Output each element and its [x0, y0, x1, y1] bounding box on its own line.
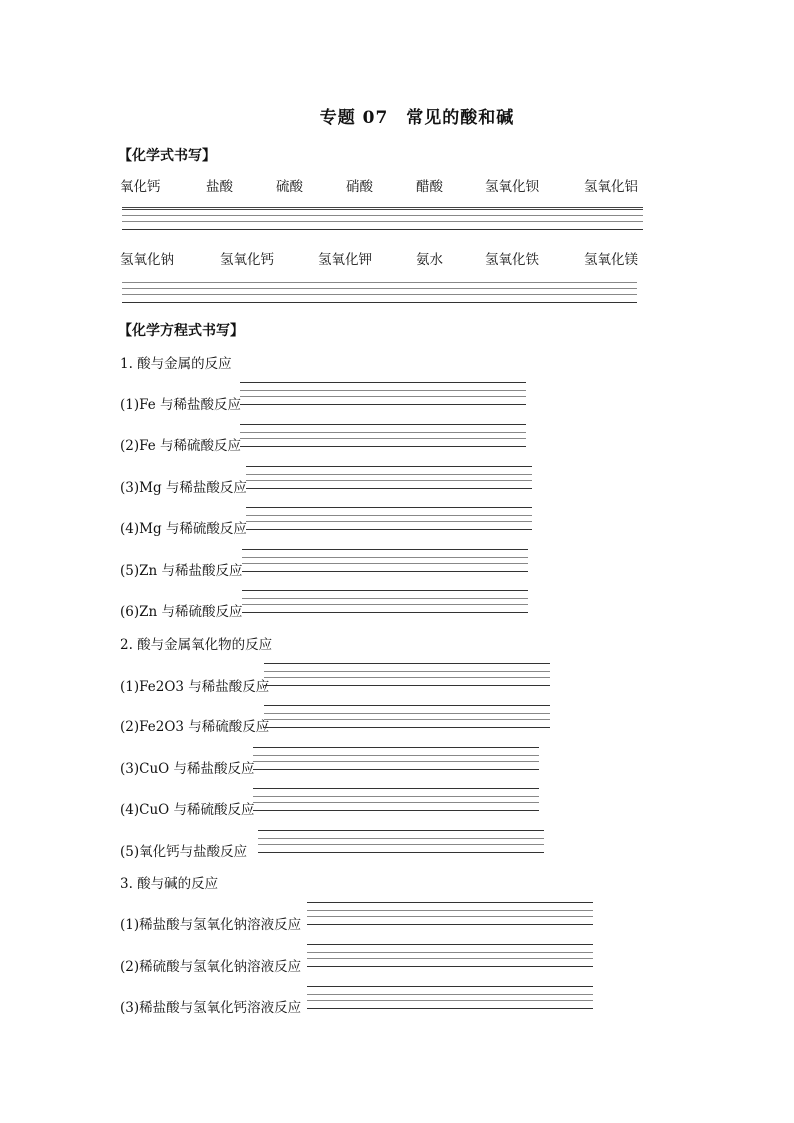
- formula-label: 氢氧化钙: [220, 252, 274, 268]
- answer-line[interactable]: [307, 916, 593, 917]
- answer-line[interactable]: [258, 838, 544, 839]
- answer-line[interactable]: [242, 598, 528, 599]
- equation-section-heading: 【化学方程式书写】: [118, 323, 244, 339]
- answer-line[interactable]: [122, 282, 637, 283]
- answer-line[interactable]: [122, 221, 643, 222]
- answer-line[interactable]: [242, 612, 528, 613]
- answer-line[interactable]: [122, 229, 643, 230]
- formula-label: 氢氧化钠: [120, 252, 174, 268]
- answer-line[interactable]: [242, 604, 528, 605]
- answer-line[interactable]: [253, 761, 539, 762]
- answer-line[interactable]: [242, 549, 528, 550]
- answer-line[interactable]: [264, 705, 550, 706]
- answer-line[interactable]: [264, 713, 550, 714]
- answer-line[interactable]: [307, 994, 593, 995]
- formula-label: 氢氧化钡: [485, 179, 539, 195]
- answer-line[interactable]: [240, 424, 526, 425]
- formula-label: 氧化钙: [120, 179, 161, 195]
- formula-label: 氢氧化铁: [485, 252, 539, 268]
- formula-label: 氢氧化钾: [318, 252, 372, 268]
- formula-label: 硫酸: [276, 179, 303, 195]
- answer-line[interactable]: [264, 677, 550, 678]
- answer-line[interactable]: [242, 557, 528, 558]
- equation-item: (4)CuO 与稀硫酸反应: [120, 802, 255, 818]
- answer-line[interactable]: [264, 685, 550, 686]
- answer-line[interactable]: [253, 796, 539, 797]
- formula-label: 醋酸: [416, 179, 443, 195]
- answer-line[interactable]: [246, 507, 532, 508]
- answer-line[interactable]: [307, 1000, 593, 1001]
- answer-line[interactable]: [253, 802, 539, 803]
- equation-item: (6)Zn 与稀硫酸反应: [120, 604, 243, 620]
- answer-line[interactable]: [242, 590, 528, 591]
- page-title: 专题 07 常见的酸和碱: [319, 108, 515, 128]
- equation-item: (1)稀盐酸与氢氧化钠溶液反应: [120, 917, 302, 933]
- equation-item: (3)Mg 与稀盐酸反应: [120, 480, 247, 496]
- answer-line[interactable]: [240, 432, 526, 433]
- answer-line[interactable]: [253, 769, 539, 770]
- answer-line[interactable]: [253, 755, 539, 756]
- answer-line[interactable]: [253, 788, 539, 789]
- answer-line[interactable]: [264, 671, 550, 672]
- answer-line[interactable]: [307, 952, 593, 953]
- equation-item: (2)Fe 与稀硫酸反应: [120, 438, 242, 454]
- answer-line[interactable]: [264, 727, 550, 728]
- answer-line[interactable]: [122, 215, 643, 216]
- answer-line[interactable]: [122, 294, 637, 295]
- answer-line[interactable]: [240, 438, 526, 439]
- answer-line[interactable]: [253, 747, 539, 748]
- answer-line[interactable]: [307, 910, 593, 911]
- answer-line[interactable]: [307, 944, 593, 945]
- answer-line[interactable]: [258, 830, 544, 831]
- answer-line[interactable]: [307, 966, 593, 967]
- answer-line[interactable]: [240, 396, 526, 397]
- answer-line[interactable]: [122, 302, 637, 303]
- formula-label: 氨水: [416, 252, 443, 268]
- answer-line[interactable]: [264, 719, 550, 720]
- answer-line[interactable]: [307, 902, 593, 903]
- answer-line[interactable]: [246, 488, 532, 489]
- equation-item: (3)稀盐酸与氢氧化钙溶液反应: [120, 1000, 302, 1016]
- formula-label: 盐酸: [206, 179, 233, 195]
- answer-line[interactable]: [122, 207, 643, 210]
- answer-line[interactable]: [122, 288, 637, 289]
- answer-line[interactable]: [307, 1008, 593, 1009]
- group-heading: 2. 酸与金属氧化物的反应: [120, 637, 273, 653]
- answer-line[interactable]: [246, 466, 532, 467]
- answer-line[interactable]: [242, 571, 528, 572]
- answer-line[interactable]: [307, 958, 593, 959]
- group-heading: 3. 酸与碱的反应: [120, 876, 219, 892]
- answer-line[interactable]: [246, 515, 532, 516]
- equation-item: (1)Fe 与稀盐酸反应: [120, 397, 242, 413]
- answer-line[interactable]: [246, 521, 532, 522]
- formula-label: 氢氧化铝: [584, 179, 638, 195]
- answer-line[interactable]: [242, 563, 528, 564]
- answer-line[interactable]: [253, 810, 539, 811]
- equation-item: (5)氧化钙与盐酸反应: [120, 844, 248, 860]
- answer-line[interactable]: [307, 986, 593, 987]
- answer-line[interactable]: [246, 529, 532, 530]
- formula-label: 氢氧化镁: [584, 252, 638, 268]
- answer-line[interactable]: [240, 390, 526, 391]
- answer-line[interactable]: [246, 480, 532, 481]
- equation-item: (5)Zn 与稀盐酸反应: [120, 563, 243, 579]
- answer-line[interactable]: [307, 924, 593, 925]
- formula-section-heading: 【化学式书写】: [118, 148, 216, 164]
- equation-item: (1)Fe2O3 与稀盐酸反应: [120, 679, 270, 695]
- group-heading: 1. 酸与金属的反应: [120, 356, 232, 372]
- answer-line[interactable]: [264, 663, 550, 664]
- answer-line[interactable]: [240, 382, 526, 383]
- answer-line[interactable]: [258, 844, 544, 845]
- answer-line[interactable]: [258, 852, 544, 853]
- equation-item: (2)稀硫酸与氢氧化钠溶液反应: [120, 959, 302, 975]
- equation-item: (2)Fe2O3 与稀硫酸反应: [120, 719, 270, 735]
- answer-line[interactable]: [240, 446, 526, 447]
- answer-line[interactable]: [240, 404, 526, 405]
- equation-item: (4)Mg 与稀硫酸反应: [120, 521, 247, 537]
- equation-item: (3)CuO 与稀盐酸反应: [120, 761, 255, 777]
- answer-line[interactable]: [246, 474, 532, 475]
- formula-label: 硝酸: [346, 179, 373, 195]
